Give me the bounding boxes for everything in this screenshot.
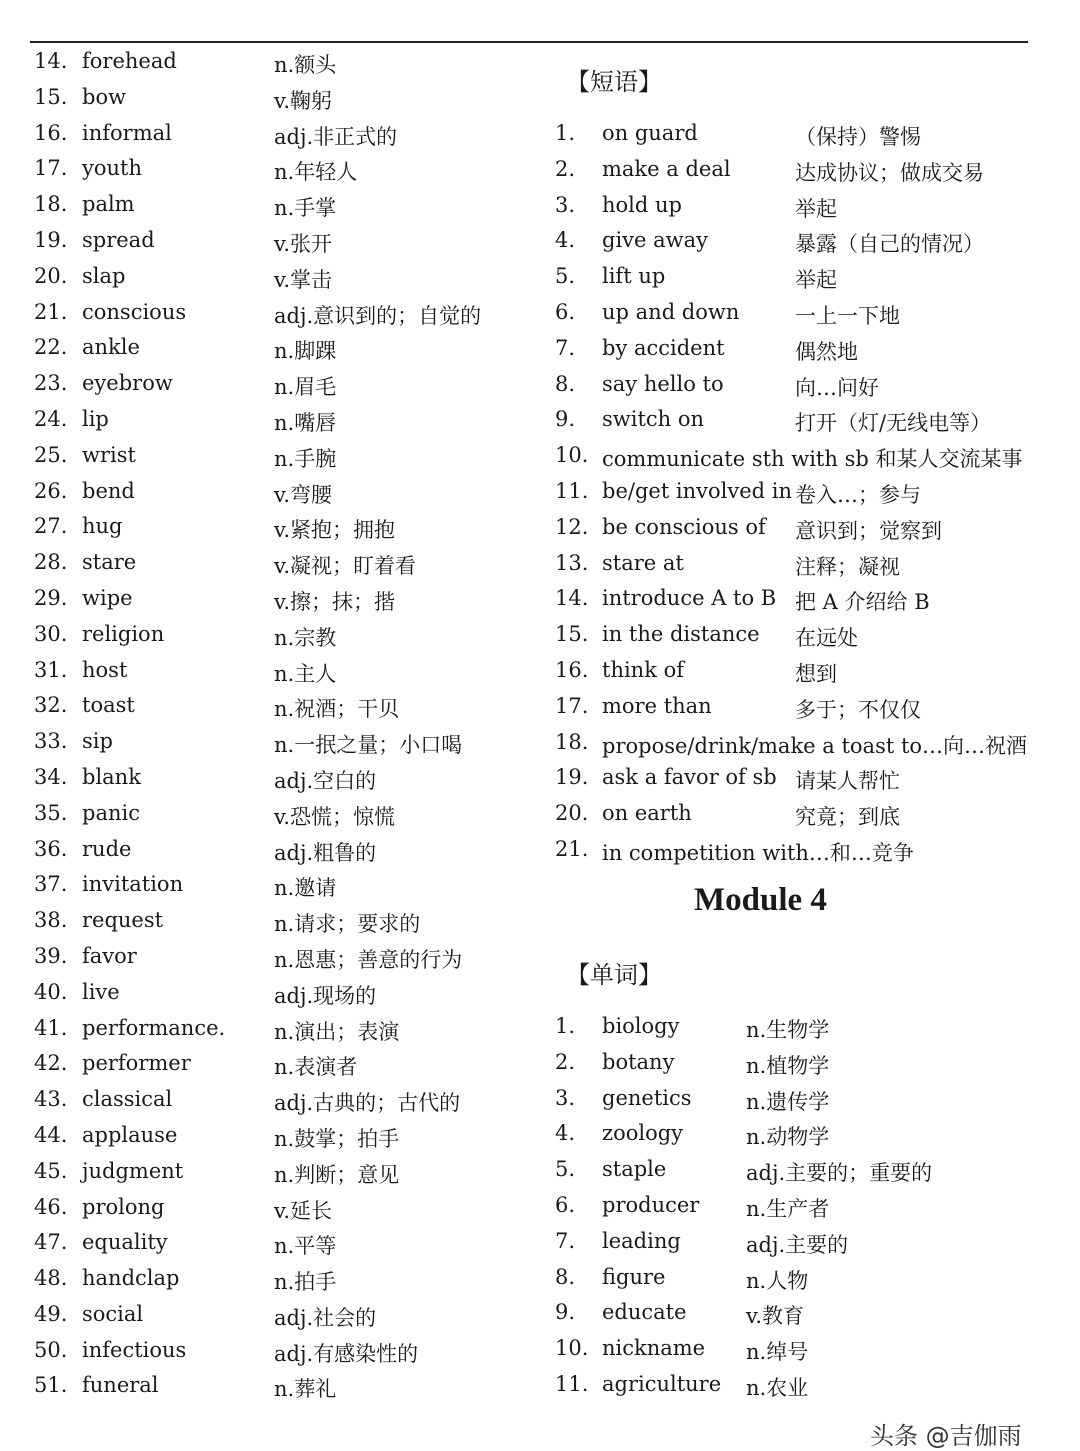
word-row	[555, 1081, 1055, 1117]
vocab-row	[34, 151, 534, 187]
word-row	[555, 1116, 1055, 1152]
english-word: performer	[82, 1051, 191, 1076]
english-word: forehead	[82, 49, 177, 73]
item-number: 49.	[34, 1301, 68, 1326]
chinese-definition: n.眉毛	[274, 375, 337, 400]
chinese-meaning: 举起	[795, 196, 837, 221]
english-word: funeral	[82, 1373, 159, 1398]
item-number: 24.	[34, 406, 68, 431]
item-number: 14.	[34, 49, 68, 73]
chinese-definition: v.鞠躬	[274, 88, 333, 113]
vocab-row	[34, 760, 534, 796]
chinese-definition: adj.非正式的	[274, 124, 398, 149]
word-row	[555, 1009, 1055, 1045]
word-row	[555, 1224, 1055, 1260]
english-word: live	[82, 979, 120, 1004]
chinese-definition: n.演出；表演	[274, 1019, 400, 1044]
chinese-definition: n.恩惠；善意的行为	[274, 947, 463, 972]
english-word: informal	[82, 120, 172, 145]
vocab-row	[34, 1046, 534, 1082]
item-number: 17.	[34, 156, 68, 181]
vocab-row	[34, 975, 534, 1011]
chinese-definition: n.年轻人	[274, 160, 358, 185]
item-number: 25.	[34, 442, 68, 467]
item-number: 42.	[34, 1051, 68, 1076]
english-phrase: be/get involved in	[602, 478, 793, 503]
vocab-row	[34, 1297, 534, 1333]
word-row	[555, 1295, 1055, 1331]
item-number: 6.	[555, 299, 576, 324]
english-word: social	[82, 1301, 144, 1326]
english-word: infectious	[82, 1337, 187, 1362]
english-word: prolong	[82, 1194, 165, 1219]
item-number: 35.	[34, 800, 68, 825]
chinese-definition: n.手腕	[274, 446, 337, 471]
phrase-row	[555, 152, 1055, 188]
words-heading: 【单词】	[566, 961, 662, 989]
chinese-definition: adj.古典的；古代的	[274, 1091, 461, 1116]
english-word: genetics	[602, 1085, 692, 1110]
english-word: invitation	[82, 872, 184, 897]
english-phrase: make a deal	[602, 156, 731, 181]
english-word: nickname	[602, 1336, 706, 1361]
english-word: bow	[82, 84, 127, 109]
chinese-definition: n.植物学	[746, 1053, 830, 1078]
item-number: 10.	[555, 443, 589, 468]
english-word: religion	[82, 621, 165, 646]
chinese-definition: adj.社会的	[274, 1305, 377, 1330]
phrase-row	[555, 474, 1055, 510]
english-word: performance.	[82, 1015, 226, 1040]
english-word: figure	[602, 1264, 666, 1289]
item-number: 23.	[34, 371, 68, 396]
item-number: 3.	[555, 1085, 576, 1110]
item-number: 28.	[34, 550, 68, 575]
item-number: 17.	[555, 693, 589, 718]
chinese-definition: n.手掌	[274, 196, 337, 221]
vocab-row	[34, 867, 534, 903]
chinese-definition: adj.现场的	[274, 983, 377, 1008]
vocab-row	[34, 1118, 534, 1154]
chinese-definition: n.祝酒；干贝	[274, 697, 400, 722]
chinese-definition: n.额头	[274, 53, 337, 77]
phrase-row	[555, 116, 1055, 152]
chinese-definition: v.掌击	[274, 267, 333, 292]
chinese-meaning: 偶然地	[795, 339, 858, 364]
item-number: 2.	[555, 1049, 576, 1074]
english-phrase: stare at	[602, 550, 684, 575]
english-phrase: switch on	[602, 407, 705, 432]
vocab-row	[34, 259, 534, 295]
phrases-heading: 【短语】	[566, 68, 662, 96]
chinese-definition: n.遗传学	[746, 1089, 830, 1114]
chinese-definition: v.教育	[746, 1304, 805, 1329]
chinese-definition: n.宗教	[274, 625, 337, 650]
english-word: request	[82, 908, 164, 933]
item-number: 20.	[555, 801, 589, 826]
english-word: applause	[82, 1122, 178, 1147]
english-word: spread	[82, 227, 155, 252]
vocab-row	[34, 617, 534, 653]
chinese-definition: n.邀请	[274, 876, 337, 901]
vocab-row	[34, 653, 534, 689]
chinese-definition: n.一抿之量；小口喝	[274, 733, 463, 758]
phrase-row	[555, 259, 1055, 295]
english-word: blank	[82, 764, 141, 789]
vocab-row	[34, 1333, 534, 1369]
phrase-row	[555, 546, 1055, 582]
english-word: equality	[82, 1230, 168, 1255]
phrase-row	[555, 796, 1055, 832]
phrase-row	[555, 760, 1055, 796]
item-number: 40.	[34, 979, 68, 1004]
english-word: handclap	[82, 1266, 180, 1291]
item-number: 19.	[555, 765, 589, 790]
vocab-row	[34, 44, 534, 80]
chinese-definition: v.紧抱；拥抱	[274, 518, 396, 543]
chinese-definition: n.人物	[746, 1268, 809, 1293]
phrase-row	[555, 402, 1055, 438]
english-phrase: up and down	[602, 299, 740, 324]
item-number: 21.	[34, 299, 68, 324]
item-number: 18.	[34, 192, 68, 217]
vocab-row	[34, 1225, 534, 1261]
english-word: favor	[82, 943, 137, 968]
item-number: 16.	[555, 657, 589, 682]
vocab-row	[34, 223, 534, 259]
english-phrase: say hello to	[602, 371, 724, 396]
chinese-meaning: 暴露（自己的情况）	[795, 232, 984, 257]
chinese-definition: n.葬礼	[274, 1377, 337, 1402]
item-number: 7.	[555, 335, 576, 360]
word-row	[555, 1045, 1055, 1081]
phrase-row	[555, 295, 1055, 331]
item-number: 22.	[34, 335, 68, 360]
chinese-meaning: 究竟；到底	[795, 805, 900, 830]
english-word: ankle	[82, 335, 140, 360]
english-word: wipe	[82, 585, 133, 610]
chinese-meaning: 请某人帮忙	[795, 769, 900, 794]
vocab-row	[34, 366, 534, 402]
vocab-row	[34, 187, 534, 223]
english-word: producer	[602, 1192, 700, 1217]
item-number: 15.	[555, 622, 589, 647]
item-number: 1.	[555, 121, 576, 145]
english-phrase: propose/drink/make a toast to…向…祝酒	[602, 733, 1028, 758]
item-number: 4.	[555, 1121, 576, 1146]
item-number: 32.	[34, 693, 68, 718]
item-number: 12.	[555, 514, 589, 539]
phrase-row	[555, 331, 1055, 367]
chinese-definition: n.绰号	[746, 1340, 809, 1365]
vocab-row	[34, 402, 534, 438]
module-title: Module 4	[694, 882, 827, 918]
english-word: sip	[82, 729, 113, 754]
vocab-row	[34, 509, 534, 545]
item-number: 5.	[555, 1157, 576, 1182]
english-phrase: by accident	[602, 335, 725, 360]
item-number: 39.	[34, 943, 68, 968]
chinese-definition: adj.主要的	[746, 1232, 849, 1257]
chinese-definition: n.嘴唇	[274, 410, 337, 435]
chinese-definition: n.生物学	[746, 1018, 830, 1042]
chinese-meaning: 卷入…；参与	[795, 482, 921, 507]
phrase-row	[555, 367, 1055, 403]
english-word: educate	[602, 1300, 687, 1325]
english-phrase: in the distance	[602, 622, 760, 647]
chinese-definition: v.弯腰	[274, 482, 333, 507]
vocab-row	[34, 116, 534, 152]
chinese-definition: adj.主要的；重要的	[746, 1161, 933, 1186]
chinese-definition: v.延长	[274, 1198, 333, 1223]
english-phrase: introduce A to B	[602, 586, 777, 611]
vocab-row	[34, 330, 534, 366]
item-number: 36.	[34, 836, 68, 861]
item-number: 47.	[34, 1230, 68, 1255]
phrase-row	[555, 223, 1055, 259]
chinese-definition: n.表演者	[274, 1055, 358, 1080]
chinese-meaning: 多于；不仅仅	[795, 697, 921, 722]
english-word: hug	[82, 514, 123, 539]
vocab-row	[34, 1368, 534, 1404]
item-number: 33.	[34, 729, 68, 754]
english-word: palm	[82, 192, 135, 217]
vocabulary-list-continued	[34, 44, 534, 1404]
item-number: 31.	[34, 657, 68, 682]
chinese-definition: n.平等	[274, 1234, 337, 1259]
item-number: 51.	[34, 1373, 68, 1398]
chinese-meaning: 意识到；觉察到	[795, 518, 942, 543]
english-word: classical	[82, 1087, 173, 1112]
english-phrase: think of	[602, 657, 685, 682]
english-phrase: on earth	[602, 801, 692, 826]
vocab-row	[34, 545, 534, 581]
item-number: 11.	[555, 478, 589, 503]
phrase-row	[555, 510, 1055, 546]
watermark: 头条 @吉伽雨	[870, 1422, 1022, 1450]
english-word: panic	[82, 800, 140, 825]
chinese-meaning: （保持）警惕	[795, 125, 921, 149]
english-phrase: be conscious of	[602, 514, 766, 539]
chinese-meaning: 注释；凝视	[795, 554, 900, 579]
item-number: 45.	[34, 1158, 68, 1183]
vocab-row	[34, 1154, 534, 1190]
item-number: 13.	[555, 550, 589, 575]
chinese-meaning: 想到	[795, 661, 837, 686]
item-number: 1.	[555, 1014, 576, 1038]
vocab-row	[34, 80, 534, 116]
chinese-meaning: 向…问好	[795, 375, 879, 400]
english-word: rude	[82, 836, 132, 861]
chinese-definition: n.脚踝	[274, 339, 337, 364]
item-number: 27.	[34, 514, 68, 539]
vocab-row	[34, 724, 534, 760]
english-phrase: lift up	[602, 264, 666, 289]
module4-word-list	[555, 1009, 1055, 1403]
chinese-definition: adj.空白的	[274, 768, 377, 793]
item-number: 19.	[34, 227, 68, 252]
vocab-row	[34, 832, 534, 868]
english-word: zoology	[602, 1121, 684, 1146]
item-number: 7.	[555, 1228, 576, 1253]
chinese-definition: n.鼓掌；拍手	[274, 1126, 400, 1151]
word-row	[555, 1188, 1055, 1224]
english-word: wrist	[82, 442, 136, 467]
chinese-definition: n.拍手	[274, 1270, 337, 1295]
english-word: bend	[82, 478, 135, 503]
item-number: 16.	[34, 120, 68, 145]
vocab-row	[34, 438, 534, 474]
chinese-meaning: 把 A 介绍给 B	[795, 590, 930, 615]
item-number: 26.	[34, 478, 68, 503]
word-row	[555, 1260, 1055, 1296]
english-word: biology	[602, 1014, 680, 1038]
english-word: slap	[82, 263, 126, 288]
phrase-row	[555, 581, 1055, 617]
phrase-row	[555, 438, 1055, 474]
item-number: 46.	[34, 1194, 68, 1219]
english-word: toast	[82, 693, 135, 718]
chinese-definition: adj.粗鲁的	[274, 840, 377, 865]
item-number: 8.	[555, 371, 576, 396]
word-row	[555, 1152, 1055, 1188]
phrase-row	[555, 653, 1055, 689]
english-phrase: on guard	[602, 121, 698, 145]
item-number: 8.	[555, 1264, 576, 1289]
chinese-definition: n.生产者	[746, 1196, 830, 1221]
english-word: leading	[602, 1228, 681, 1253]
phrase-row	[555, 188, 1055, 224]
vocab-row	[34, 939, 534, 975]
item-number: 4.	[555, 228, 576, 253]
english-word: eyebrow	[82, 371, 173, 396]
chinese-definition: n.农业	[746, 1375, 809, 1400]
vocab-row	[34, 474, 534, 510]
chinese-definition: adj.有感染性的	[274, 1341, 419, 1366]
english-word: lip	[82, 406, 109, 431]
item-number: 9.	[555, 407, 576, 432]
item-number: 38.	[34, 908, 68, 933]
english-word: agriculture	[602, 1371, 722, 1396]
vocab-row	[34, 1261, 534, 1297]
vocab-row	[34, 295, 534, 331]
chinese-meaning: 达成协议；做成交易	[795, 160, 984, 185]
phrase-row	[555, 725, 1055, 761]
phrase-row	[555, 689, 1055, 725]
item-number: 3.	[555, 192, 576, 217]
item-number: 5.	[555, 264, 576, 289]
item-number: 37.	[34, 872, 68, 897]
item-number: 44.	[34, 1122, 68, 1147]
item-number: 11.	[555, 1371, 589, 1396]
chinese-meaning: 举起	[795, 268, 837, 293]
vocab-row	[34, 581, 534, 617]
item-number: 9.	[555, 1300, 576, 1325]
phrases-list	[555, 116, 1055, 868]
item-number: 43.	[34, 1087, 68, 1112]
vocab-row	[34, 796, 534, 832]
item-number: 21.	[555, 836, 589, 861]
chinese-definition: n.判断；意见	[274, 1162, 400, 1187]
item-number: 18.	[555, 729, 589, 754]
vocab-row	[34, 1082, 534, 1118]
chinese-meaning: 在远处	[795, 626, 858, 651]
chinese-definition: v.张开	[274, 231, 333, 256]
item-number: 10.	[555, 1336, 589, 1361]
chinese-definition: n.动物学	[746, 1125, 830, 1150]
word-row	[555, 1331, 1055, 1367]
english-phrase: hold up	[602, 192, 682, 217]
item-number: 6.	[555, 1192, 576, 1217]
item-number: 48.	[34, 1266, 68, 1291]
top-rule	[30, 41, 1028, 43]
item-number: 50.	[34, 1337, 68, 1362]
word-row	[555, 1367, 1055, 1403]
english-word: youth	[82, 156, 142, 181]
item-number: 34.	[34, 764, 68, 789]
english-phrase: more than	[602, 693, 712, 718]
chinese-definition: v.擦；抹；揩	[274, 589, 396, 614]
item-number: 29.	[34, 585, 68, 610]
english-phrase: communicate sth with sb 和某人交流某事	[602, 447, 1023, 472]
chinese-definition: v.恐慌；惊慌	[274, 804, 396, 829]
chinese-meaning: 打开（灯/无线电等）	[795, 411, 992, 436]
item-number: 14.	[555, 586, 589, 611]
vocab-row	[34, 1190, 534, 1226]
chinese-meaning: 一上一下地	[795, 303, 900, 328]
chinese-definition: n.请求；要求的	[274, 912, 421, 937]
item-number: 2.	[555, 156, 576, 181]
vocab-row	[34, 1011, 534, 1047]
english-phrase: ask a favor of sb	[602, 765, 777, 790]
vocab-row	[34, 903, 534, 939]
chinese-definition: v.凝视；盯着看	[274, 554, 417, 579]
english-word: judgment	[82, 1158, 184, 1183]
chinese-definition: n.主人	[274, 661, 337, 686]
item-number: 20.	[34, 263, 68, 288]
vocab-row	[34, 688, 534, 724]
english-word: conscious	[82, 299, 187, 324]
chinese-definition: adj.意识到的；自觉的	[274, 303, 482, 328]
english-word: botany	[602, 1049, 675, 1074]
english-word: staple	[602, 1157, 667, 1182]
english-phrase: give away	[602, 228, 709, 253]
phrase-row	[555, 832, 1055, 868]
item-number: 41.	[34, 1015, 68, 1040]
phrase-row	[555, 617, 1055, 653]
item-number: 30.	[34, 621, 68, 646]
english-word: stare	[82, 550, 137, 575]
item-number: 15.	[34, 84, 68, 109]
english-phrase: in competition with…和…竞争	[602, 840, 914, 865]
english-word: host	[82, 657, 128, 682]
